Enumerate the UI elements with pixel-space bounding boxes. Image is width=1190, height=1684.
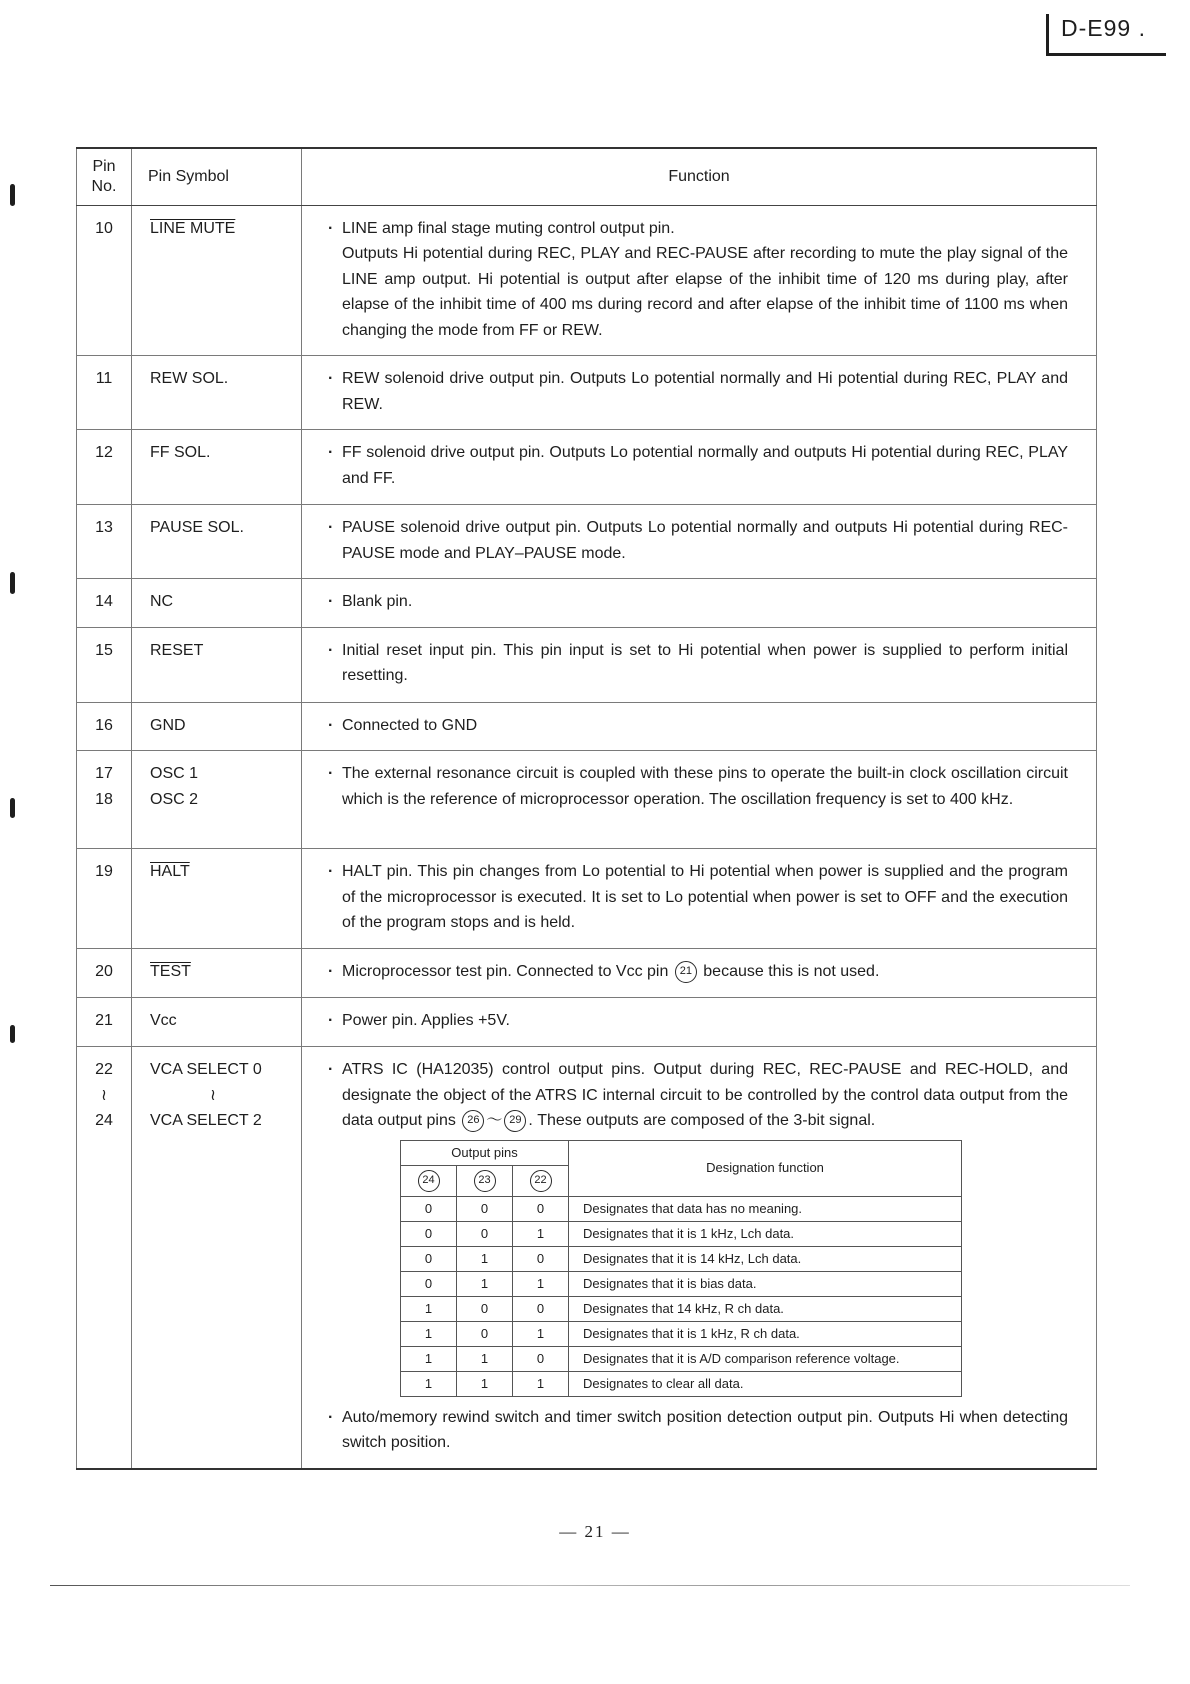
pin-symbol: TEST — [132, 949, 302, 998]
pin-function: · FF solenoid drive output pin. Outputs Lo potential normally and outputs Hi potential during REC, PLAY and FF. — [302, 430, 1097, 505]
header-pin-symbol: Pin Symbol — [132, 148, 302, 205]
pin-function: · Blank pin. — [302, 579, 1097, 628]
bit-value: 1 — [513, 1321, 569, 1346]
bit-value: 0 — [401, 1246, 457, 1271]
designation-text: Designates that it is bias data. — [569, 1271, 962, 1296]
bit-value: 0 — [401, 1271, 457, 1296]
pin-symbol: Vcc — [132, 998, 302, 1047]
pin-col-header — [401, 1165, 457, 1196]
pin-function: · ATRS IC (HA12035) control output pins. Output during REC, REC-PAUSE and REC-HOLD, and designate the object of the ATRS IC internal circuit to be controlled by the control data output from the data output pins 26 〜 29 . These outputs are composed of the 3-bit signal. Output pins Designation function 24 23 22 0 0 0 Designates that data has no meaning. 0 0 1 Designates that it is 1 kHz, Lch data. 0 1 0 Designates that it is 14 kHz, Lch data. 0 1 1 Designates that it is bias data. 1 0 0 Designates that 14 kHz, R ch data. 1 0 1 Designates that it is 1 kHz, R ch data. 1 1 0 Designates that it is A/D comparison reference voltage. 1 1 1 Designates to clear all data. · Auto/memory rewind switch and timer switch position detection output pin. Outputs Hi when detecting switch position. — [302, 1047, 1097, 1469]
pin-col-header — [457, 1165, 513, 1196]
bit-value: 0 — [401, 1221, 457, 1246]
pin-function: · The external resonance circuit is coupled with these pins to operate the built-in clock oscillation circuit which is the reference of microprocessor operation. The oscillation frequency is set to 400 kHz. — [302, 751, 1097, 849]
pin-ref-badge: 21 — [675, 961, 697, 983]
pin-symbol: VCA SELECT 0 ≀ VCA SELECT 2 — [132, 1047, 302, 1469]
bit-value: 0 — [401, 1196, 457, 1221]
designation-text: Designates that data has no meaning. — [569, 1196, 962, 1221]
binder-hole-mark — [10, 1025, 15, 1043]
bit-value: 1 — [457, 1371, 513, 1396]
bit-value: 0 — [457, 1296, 513, 1321]
binder-hole-mark — [10, 572, 15, 594]
pin-function: · HALT pin. This pin changes from Lo potential to Hi potential when power is supplied and the program of the microprocessor is executed. It is set to Lo potential when power is set to OFF and the execution of the program stops and is held. — [302, 849, 1097, 949]
pin-function: · Connected to GND — [302, 702, 1097, 751]
bit-value: 1 — [457, 1246, 513, 1271]
bit-value: 1 — [401, 1371, 457, 1396]
pin-no: 17 18 — [77, 751, 132, 849]
pin-no: 16 — [77, 702, 132, 751]
pin-function: · REW solenoid drive output pin. Outputs Lo potential normally and Hi potential during REC, PLAY and REW. — [302, 356, 1097, 430]
designation-row — [401, 1196, 962, 1221]
pin-no: 12 — [77, 430, 132, 505]
pin-no: 13 — [77, 505, 132, 579]
pin-ref-badge: 26 — [462, 1110, 484, 1132]
designation-row — [401, 1371, 962, 1396]
table-row — [77, 702, 1097, 751]
designation-text: Designates that it is 14 kHz, Lch data. — [569, 1246, 962, 1271]
bit-value: 1 — [401, 1321, 457, 1346]
table-row — [77, 998, 1097, 1047]
pin-symbol: PAUSE SOL. — [132, 505, 302, 579]
pin-no: 14 — [77, 579, 132, 628]
designation-row — [401, 1246, 962, 1271]
bit-value: 1 — [513, 1371, 569, 1396]
pin-ref-badge: 22 — [530, 1170, 552, 1192]
pin-symbol: FF SOL. — [132, 430, 302, 505]
table-row — [77, 849, 1097, 949]
table-row — [77, 627, 1097, 702]
designation-row — [401, 1321, 962, 1346]
bit-value: 0 — [457, 1221, 513, 1246]
pin-symbol: LINE MUTE — [132, 205, 302, 356]
output-pins-header: Output pins — [401, 1140, 569, 1165]
pin-symbol: REW SOL. — [132, 356, 302, 430]
bit-value: 1 — [457, 1271, 513, 1296]
table-row — [77, 505, 1097, 579]
scan-artifact-line — [50, 1585, 1130, 1586]
designation-row — [401, 1346, 962, 1371]
bit-value: 1 — [513, 1271, 569, 1296]
bit-value: 1 — [401, 1346, 457, 1371]
pin-symbol: NC — [132, 579, 302, 628]
bit-value: 1 — [401, 1296, 457, 1321]
pin-symbol: HALT — [132, 849, 302, 949]
designation-table — [400, 1140, 962, 1397]
bit-value: 0 — [513, 1246, 569, 1271]
pin-function: · Power pin. Applies +5V. — [302, 998, 1097, 1047]
header-function: Function — [302, 148, 1097, 205]
pin-no: 11 — [77, 356, 132, 430]
bit-value: 0 — [513, 1196, 569, 1221]
bit-value: 0 — [457, 1321, 513, 1346]
pin-symbol: GND — [132, 702, 302, 751]
bit-value: 0 — [457, 1196, 513, 1221]
pin-function: · Initial reset input pin. This pin input is set to Hi potential when power is supplied to perform initial resetting. — [302, 627, 1097, 702]
bit-value: 1 — [513, 1221, 569, 1246]
table-row — [77, 430, 1097, 505]
table-row — [77, 205, 1097, 356]
pin-no: 21 — [77, 998, 132, 1047]
pin-no: 15 — [77, 627, 132, 702]
bit-value: 1 — [457, 1346, 513, 1371]
designation-header: Designation function — [569, 1140, 962, 1196]
designation-row — [401, 1221, 962, 1246]
pin-col-header — [513, 1165, 569, 1196]
pin-ref-badge: 29 — [504, 1110, 526, 1132]
binder-hole-mark — [10, 798, 15, 818]
pin-function: · Microprocessor test pin. Connected to Vcc pin 21 because this is not used. — [302, 949, 1097, 998]
designation-text: Designates that 14 kHz, R ch data. — [569, 1296, 962, 1321]
pin-function: · LINE amp final stage muting control output pin. Outputs Hi potential during REC, PLAY and REC-PAUSE after recording to mute the play signal of the LINE amp output. Hi potential is output after elapse of the inhibit time of 120 ms during play, after elapse of the inhibit time of 400 ms during record and after elapse of the inhibit time of 1100 ms when changing the mode from FF or REW. — [302, 205, 1097, 356]
pin-ref-badge: 24 — [418, 1170, 440, 1192]
pin-no: 10 — [77, 205, 132, 356]
pin-no: 19 — [77, 849, 132, 949]
designation-text: Designates to clear all data. — [569, 1371, 962, 1396]
designation-row — [401, 1271, 962, 1296]
table-header-row — [77, 148, 1097, 205]
pin-no: 20 — [77, 949, 132, 998]
pin-function-table — [76, 147, 1097, 1470]
bit-value: 0 — [513, 1346, 569, 1371]
designation-text: Designates that it is A/D comparison reference voltage. — [569, 1346, 962, 1371]
binder-hole-mark — [10, 184, 15, 206]
bit-value: 0 — [513, 1296, 569, 1321]
designation-text: Designates that it is 1 kHz, R ch data. — [569, 1321, 962, 1346]
table-row — [77, 751, 1097, 849]
pin-no: 22 ≀ 24 — [77, 1047, 132, 1469]
page-number: — 21 — — [559, 1522, 631, 1541]
pin-symbol: RESET — [132, 627, 302, 702]
table-row — [77, 356, 1097, 430]
page-id: D-E99 . — [1046, 14, 1166, 56]
designation-row — [401, 1296, 962, 1321]
pin-ref-badge: 23 — [474, 1170, 496, 1192]
header-pin-no: Pin No. — [77, 148, 132, 205]
pin-function: · PAUSE solenoid drive output pin. Outputs Lo potential normally and outputs Hi potential during REC-PAUSE mode and PLAY–PAUSE mode. — [302, 505, 1097, 579]
table-row — [77, 1047, 1097, 1469]
pin-symbol: OSC 1 OSC 2 — [132, 751, 302, 849]
table-row — [77, 579, 1097, 628]
table-row — [77, 949, 1097, 998]
designation-text: Designates that it is 1 kHz, Lch data. — [569, 1221, 962, 1246]
